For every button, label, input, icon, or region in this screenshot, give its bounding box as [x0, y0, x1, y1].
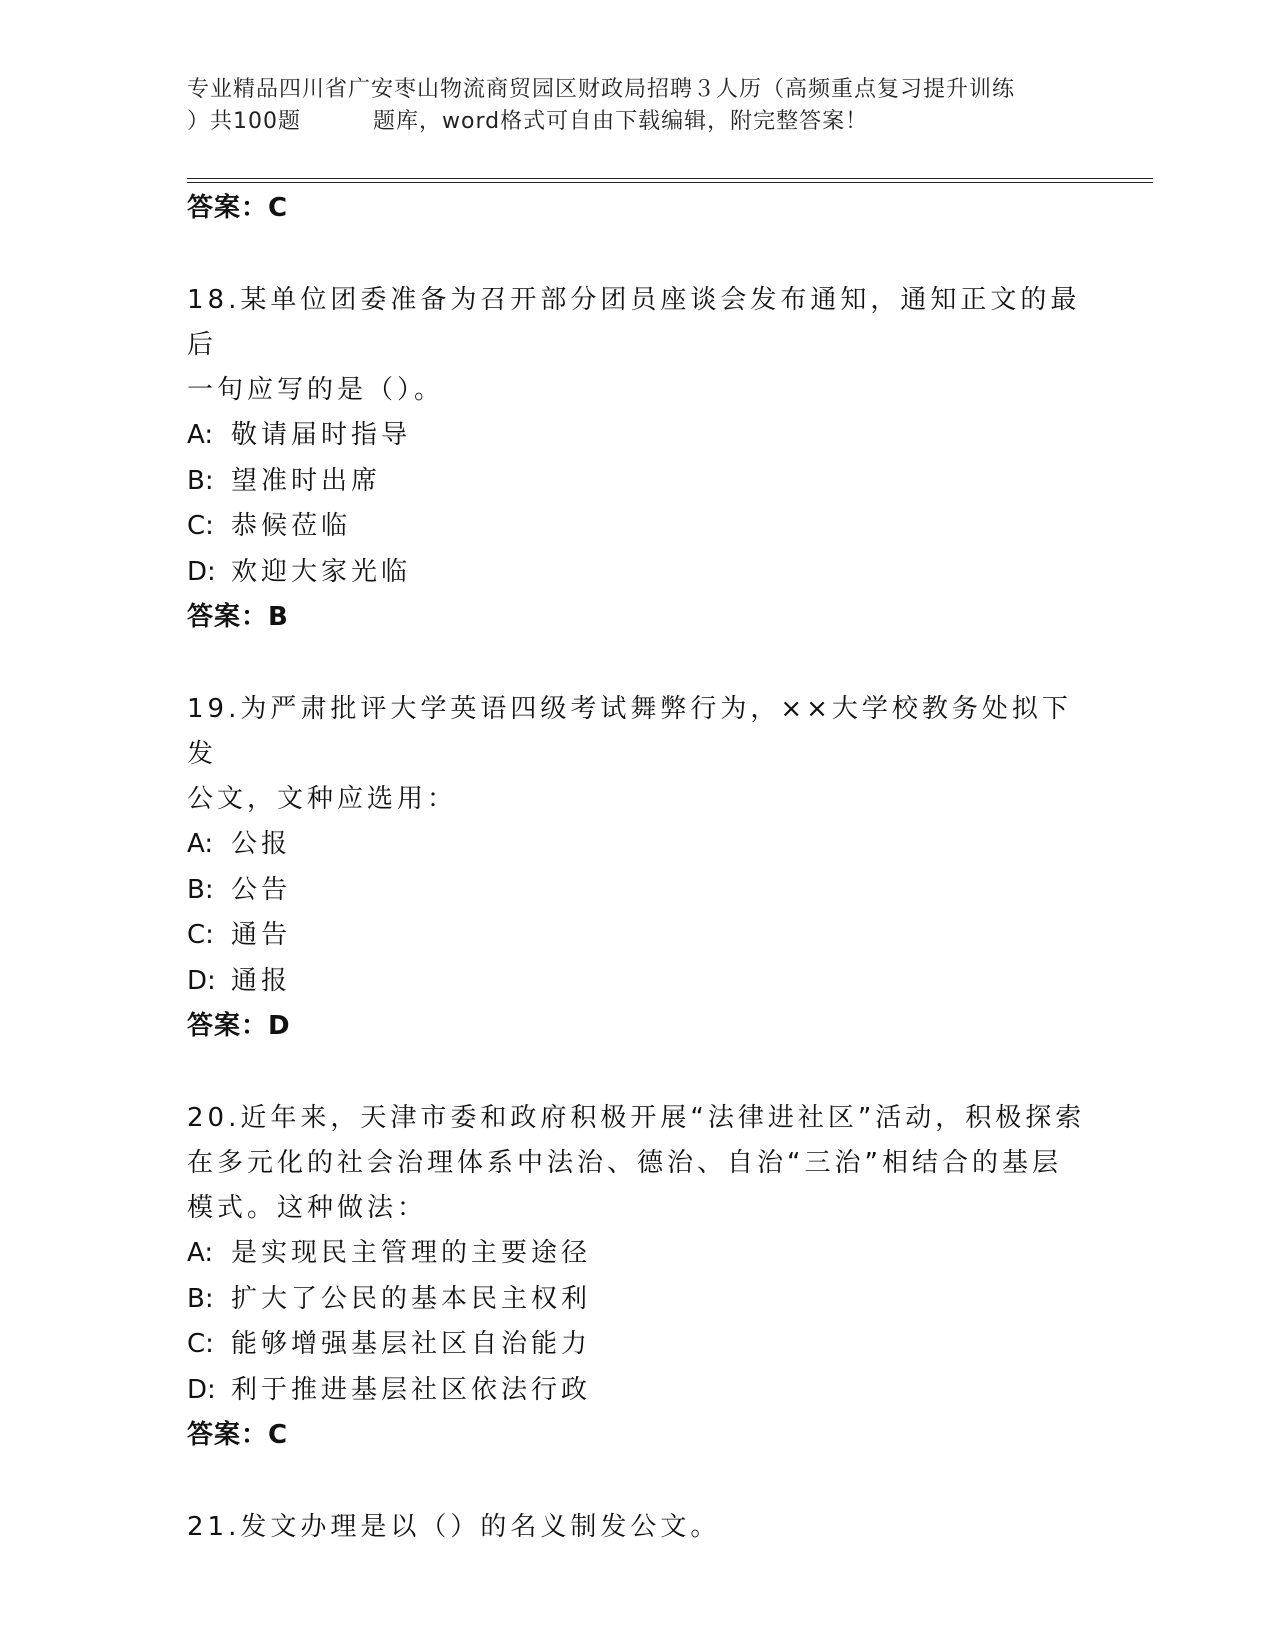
- header-line-2-part-2: 题库，word格式可自由下载编辑，附完整答案！: [373, 109, 869, 134]
- option-key: D:: [187, 556, 216, 587]
- question-text-line: 模式。这种做法：: [187, 1193, 428, 1223]
- option-key: C:: [187, 920, 214, 950]
- option-key: D:: [187, 1374, 216, 1405]
- option-d: [187, 1368, 1087, 1414]
- answer-20: 答案：C: [187, 1420, 289, 1450]
- header-rule-bottom: [187, 182, 1153, 183]
- option-text: 扩大了公民的基本民主权利: [231, 1283, 592, 1314]
- answer-previous: 答案：C: [187, 193, 289, 223]
- option-key: A:: [187, 829, 214, 859]
- document-header: [187, 74, 1087, 138]
- option-key: B:: [187, 1283, 214, 1314]
- option-text: 敬请届时指导: [231, 420, 412, 450]
- option-key: A:: [187, 420, 214, 450]
- question-text-line: 公文，文种应选用：: [187, 784, 458, 814]
- option-b: [187, 459, 1087, 505]
- header-line-1: 专业精品四川省广安枣山物流商贸园区财政局招聘３人历（高频重点复习提升训练: [187, 77, 1016, 102]
- option-d: [187, 550, 1087, 596]
- option-d: [187, 959, 1087, 1005]
- option-text: 通报: [231, 965, 292, 996]
- question-text-line: 20.近年来，天津市委和政府积极开展“法律进社区”活动，积极探索: [187, 1103, 1086, 1133]
- answer-19: 答案：D: [187, 1011, 291, 1041]
- option-a: [187, 413, 1087, 459]
- question-18: [187, 278, 1087, 639]
- question-text-line: 21.发文办理是以（）的名义制发公文。: [187, 1512, 721, 1542]
- option-key: C:: [187, 1329, 214, 1359]
- question-text-line: 一句应写的是（）。: [187, 375, 445, 405]
- question-text-line: 19.为严肃批评大学英语四级考试舞弊行为，××大学校教务处拟下发: [187, 694, 1072, 769]
- option-key: D:: [187, 965, 216, 996]
- option-text: 通告: [231, 920, 292, 950]
- option-text: 是实现民主管理的主要途径: [231, 1238, 592, 1268]
- header-rule-top: [187, 178, 1153, 179]
- answer-18: 答案：B: [187, 602, 289, 632]
- header-line-2: [187, 106, 1087, 138]
- question-20: [187, 1096, 1087, 1457]
- option-key: B:: [187, 465, 214, 496]
- option-key: B:: [187, 874, 214, 905]
- option-text: 公告: [231, 874, 292, 905]
- option-a: [187, 1231, 1087, 1277]
- option-text: 望准时出席: [231, 465, 382, 496]
- option-text: 利于推进基层社区依法行政: [231, 1374, 592, 1405]
- option-text: 能够增强基层社区自治能力: [231, 1329, 592, 1359]
- option-c: [187, 913, 1087, 959]
- option-a: [187, 822, 1087, 868]
- option-text: 公报: [231, 829, 292, 859]
- option-text: 恭候莅临: [231, 511, 352, 541]
- question-list: [187, 186, 1087, 1550]
- option-key: A:: [187, 1238, 214, 1268]
- option-key: C:: [187, 511, 214, 541]
- option-c: [187, 504, 1087, 550]
- question-text-line: 在多元化的社会治理体系中法治、德治、自治“三治”相结合的基层: [187, 1148, 1062, 1178]
- option-b: [187, 868, 1087, 914]
- option-c: [187, 1322, 1087, 1368]
- option-text: 欢迎大家光临: [231, 556, 412, 587]
- question-text-line: 18.某单位团委准备为召开部分团员座谈会发布通知，通知正文的最后: [187, 285, 1081, 360]
- header-line-2-part-1: ）共100题: [187, 109, 301, 134]
- option-b: [187, 1277, 1087, 1323]
- question-21: [187, 1505, 1087, 1550]
- question-19: [187, 687, 1087, 1048]
